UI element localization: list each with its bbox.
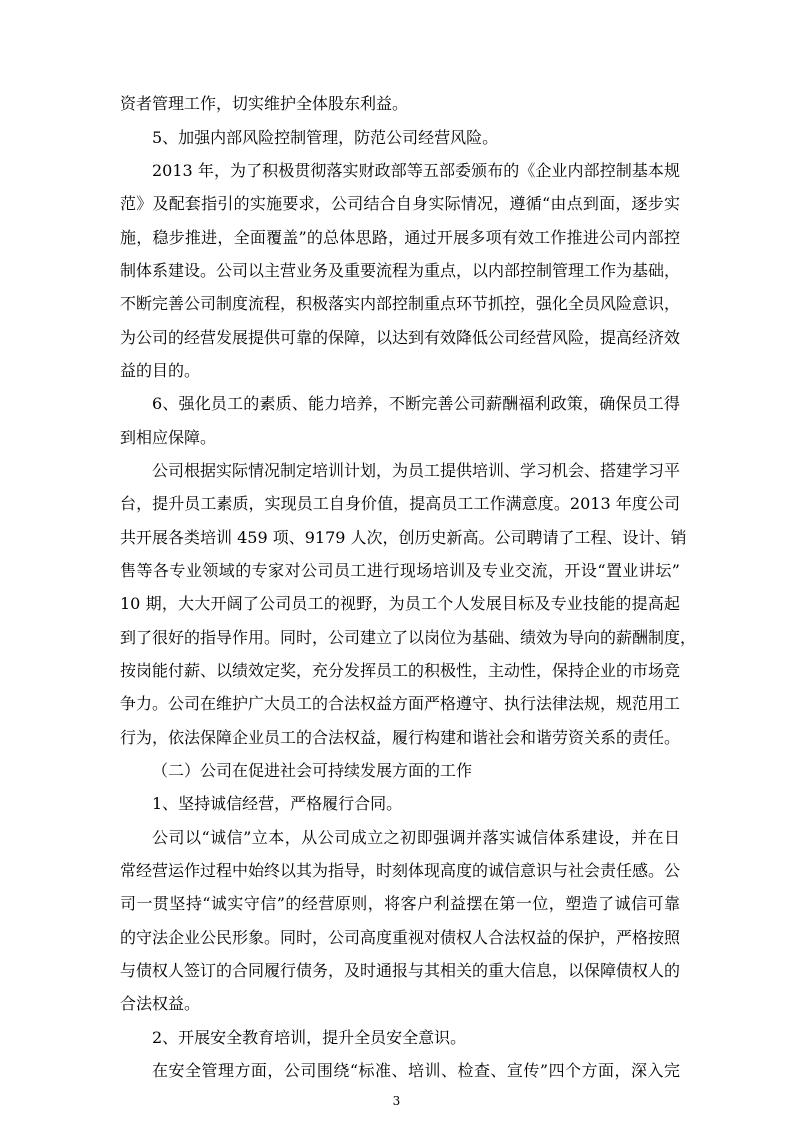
text-line-20: 行为，依法保障企业员工的合法权益，履行构建和谐社会和谐劳资关系的责任。 — [120, 728, 681, 747]
text-line-8: 为公司的经营发展提供可靠的保障，以达到有效降低公司经营风险，提高经济效 — [120, 328, 681, 347]
text-line-9: 益的目的。 — [120, 361, 201, 380]
text-line-30: 在安全管理方面，公司围绕“标准、培训、检查、宣传”四个方面，深入完 — [152, 1061, 680, 1080]
text-line-4: 范》及配套指引的实施要求，公司结合自身实际情况，遵循“由点到面，逐步实 — [120, 194, 680, 213]
text-line-28: 合法权益。 — [120, 994, 201, 1013]
text-line-24: 常经营运作过程中始终以其为指导，时刻体现高度的诚信意识与社会责任感。公 — [120, 861, 681, 880]
text-line-14: 共开展各类培训 459 项、9179 人次，创历史新高。公司聘请了工程、设计、销 — [120, 528, 687, 547]
text-line-25: 司一贯坚持“诚实守信”的经营原则，将客户利益摆在第一位，塑造了诚信可靠 — [120, 894, 680, 913]
section-heading: （二）公司在促进社会可持续发展方面的工作 — [152, 761, 473, 780]
text-line-19: 争力。公司在维护广大员工的合法权益方面严格遵守、执行法律法规，规范用工 — [120, 694, 681, 713]
text-line-3: 2013 年，为了积极贯彻落实财政部等五部委颁布的《企业内部控制基本规 — [152, 161, 680, 180]
text-line-15: 售等各专业领域的专家对公司员工进行现场培训及专业交流，开设“置业讲坛” — [120, 561, 680, 580]
text-line-5: 施，稳步推进，全面覆盖”的总体思路，通过开展多项有效工作推进公司内部控 — [120, 228, 680, 247]
text-line-22: 1、坚持诚信经营，严格履行合同。 — [152, 794, 403, 813]
text-line-29: 2、开展安全教育培训，提升全员安全意识。 — [152, 1028, 467, 1047]
text-line-11: 到相应保障。 — [120, 428, 217, 447]
text-line-23: 公司以“诚信”立本，从公司成立之初即强调并落实诚信体系建设，并在日 — [152, 828, 680, 847]
page-number: 3 — [392, 1094, 401, 1108]
text-line-1: 资者管理工作，切实维护全体股东利益。 — [120, 94, 409, 113]
text-line-6: 制体系建设。公司以主营业务及重要流程为重点，以内部控制管理工作为基础， — [120, 261, 681, 280]
text-line-16: 10 期，大大开阔了公司员工的视野，为员工个人发展目标及专业技能的提高起 — [120, 594, 680, 613]
text-line-13: 台，提升员工素质，实现员工自身价值，提高员工工作满意度。2013 年度公司 — [120, 494, 680, 513]
text-line-10: 6、强化员工的素质、能力培养，不断完善公司薪酬福利政策，确保员工得 — [152, 394, 680, 413]
text-line-27: 与债权人签订的合同履行债务，及时通报与其相关的重大信息，以保障债权人的 — [120, 961, 681, 980]
text-line-2: 5、加强内部风险控制管理，防范公司经营风险。 — [152, 128, 499, 147]
text-line-12: 公司根据实际情况制定培训计划，为员工提供培训、学习机会、搭建学习平 — [152, 461, 681, 480]
text-line-18: 按岗能付薪、以绩效定奖，充分发挥员工的积极性，主动性，保持企业的市场竞 — [120, 661, 681, 680]
text-line-7: 不断完善公司制度流程，积极落实内部控制重点环节抓控，强化全员风险意识， — [120, 294, 681, 313]
text-line-26: 的守法企业公民形象。同时，公司高度重视对债权人合法权益的保护，严格按照 — [120, 928, 681, 947]
text-line-17: 到了很好的指导作用。同时，公司建立了以岗位为基础、绩效为导向的薪酬制度， — [120, 628, 697, 647]
